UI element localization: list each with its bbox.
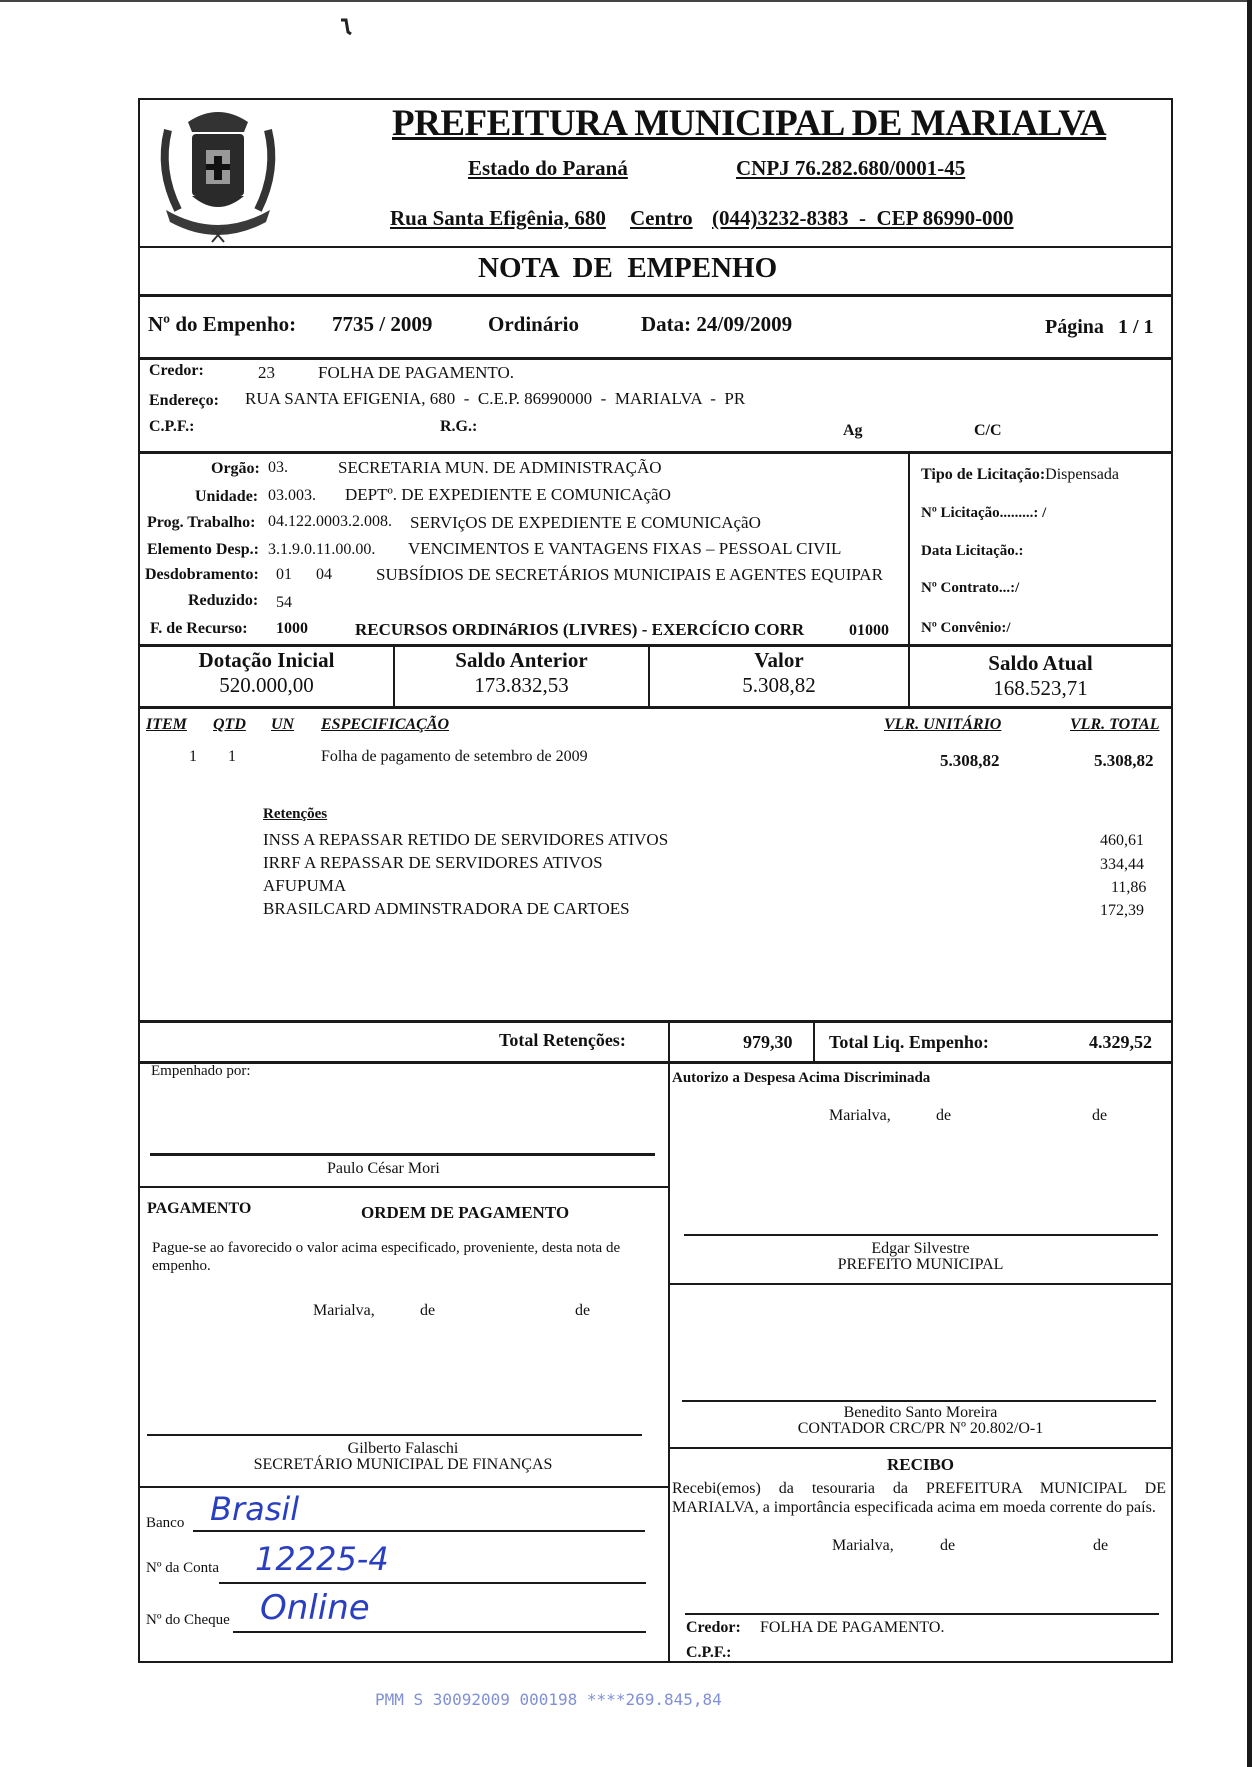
balance-saldo-atual (910, 651, 1171, 701)
secretario-title: SECRETÁRIO MUNICIPAL DE FINANÇAS (253, 1456, 553, 1473)
desdobramento-label: Desdobramento: (145, 566, 259, 583)
contrato-number: Nº Contrato...:/ (921, 580, 1020, 596)
org-title: PREFEITURA MUNICIPAL DE MARIALVA (392, 103, 1107, 144)
unidade-code: 03.003. (268, 487, 316, 504)
recibo-credor-label: Credor: (686, 1619, 741, 1636)
cpf-label: C.P.F.: (149, 418, 195, 435)
row-qtd: 1 (228, 748, 236, 765)
fonte-recurso-label: F. de Recurso: (150, 620, 248, 637)
cheque-field[interactable]: Online (260, 1588, 370, 1628)
divider (138, 1020, 1173, 1023)
retencao-desc: IRRF A REPASSAR DE SERVIDORES ATIVOS (263, 853, 603, 872)
licitacao-number: Nº Licitação.........: / (921, 505, 1047, 521)
prog-trabalho-label: Prog. Trabalho: (147, 514, 256, 531)
state-name: Estado do Paraná (468, 156, 628, 180)
banco-label: Banco (146, 1515, 185, 1531)
balance-value: 5.308,82 (742, 673, 816, 697)
retencao-value: 334,44 (1100, 856, 1144, 873)
row-total-value: 5.308,82 (1094, 751, 1154, 770)
ordem-pagamento-title: ORDEM DE PAGAMENTO (361, 1203, 570, 1222)
row-specification: Folha de pagamento de setembro de 2009 (321, 748, 588, 765)
unidade-label: Unidade: (195, 488, 259, 505)
divider (138, 1486, 668, 1488)
col-vlr-unitario: VLR. UNITÁRIO (884, 716, 1002, 733)
credor-address: RUA SANTA EFIGENIA, 680 - C.E.P. 86990000 - MARIALVA - PR (245, 389, 746, 408)
banco-field-line (193, 1530, 645, 1532)
licitacao-type (921, 466, 1119, 484)
orgao-label: Orgão: (211, 460, 260, 477)
pagamento-city: Marialva, (313, 1302, 375, 1319)
orgao-code: 03. (268, 459, 288, 476)
recibo-cpf-label: C.P.F.: (686, 1644, 732, 1661)
balance-value: 173.832,53 (474, 673, 569, 697)
balance-saldo-anterior (395, 648, 648, 698)
desdobramento-desc: SUBSÍDIOS DE SECRETÁRIOS MUNICIPAIS E AGENTES EQUIPAR (376, 565, 883, 584)
prefeito-name: Edgar Silvestre (871, 1240, 970, 1257)
recibo-credor: FOLHA DE PAGAMENTO. (760, 1619, 945, 1636)
retencao-value: 460,61 (1100, 832, 1144, 849)
licitacao-type-label: Tipo de Licitação: (921, 466, 1046, 483)
prog-trabalho-code: 04.122.0003.2.008. (268, 513, 392, 530)
authorization-city: Marialva, (829, 1107, 891, 1124)
pagamento-de: de (420, 1302, 436, 1319)
licitacao-type-value: Dispensada (1045, 466, 1119, 483)
cheque-label: Nº do Cheque (146, 1612, 230, 1628)
divider (668, 1283, 1173, 1285)
authorization-de: de (1092, 1107, 1108, 1124)
pagamento-de: de (575, 1302, 591, 1319)
doc-title: NOTA DE EMPENHO (478, 252, 778, 284)
elemento-desp-code: 3.1.9.0.11.00.00. (268, 541, 376, 558)
balance-value: 168.523,71 (993, 676, 1088, 700)
empenho-number: 7735 / 2009 (332, 312, 433, 336)
balance-dotacao-inicial (140, 648, 393, 698)
balance-label: Valor (754, 648, 804, 672)
recibo-city: Marialva, (832, 1537, 894, 1554)
balance-value: 520.000,00 (219, 673, 314, 697)
banco-field[interactable]: Brasil (210, 1490, 300, 1528)
fonte-recurso-code: 1000 (276, 620, 308, 637)
fonte-recurso-desc: RECURSOS ORDINáRIOS (LIVRES) - EXERCÍCIO CORR (355, 620, 805, 639)
total-liquido-label: Total Liq. Empenho: (829, 1032, 989, 1052)
recibo-title: RECIBO (886, 1455, 955, 1474)
convenio-number: Nº Convênio:/ (921, 620, 1011, 636)
pagamento-text: Pague-se ao favorecido o valor acima especificado, proveniente, desta nota de empenho. (152, 1240, 621, 1274)
secretario-signature (138, 1441, 668, 1473)
conta-field[interactable]: 12225-4 (255, 1540, 389, 1578)
municipal-crest-icon (148, 100, 288, 245)
elemento-desp-desc: VENCIMENTOS E VANTAGENS FIXAS – PESSOAL CIVIL (408, 539, 842, 558)
divider (668, 1061, 670, 1663)
balance-label: Saldo Anterior (455, 648, 588, 672)
desdobramento-code: 01 04 (276, 566, 332, 583)
divider (138, 1186, 668, 1188)
cnpj: CNPJ 76.282.680/0001-45 (736, 156, 966, 180)
col-un: UN (271, 716, 295, 733)
prefeito-signature (668, 1241, 1173, 1273)
orgao-desc: SECRETARIA MUN. DE ADMINISTRAÇÃO (338, 458, 662, 477)
elemento-desp-label: Elemento Desp.: (147, 541, 259, 558)
col-qtd: QTD (213, 716, 246, 733)
page-label: Página (1045, 316, 1104, 338)
agency-label: Ag (843, 422, 863, 439)
divider (138, 357, 1173, 360)
empenho-date: Data: 24/09/2009 (641, 312, 793, 336)
balance-valor (650, 648, 908, 698)
authorization-de: de (936, 1107, 952, 1124)
org-district: Centro (630, 206, 693, 230)
divider (138, 246, 1173, 248)
scan-edge-right (1247, 0, 1252, 1767)
col-item: ITEM (146, 716, 187, 733)
empenho-number-label: Nº do Empenho: (148, 312, 297, 336)
retencoes-title: Retenções (263, 806, 328, 822)
total-liquido-value: 4.329,52 (1089, 1032, 1152, 1052)
retencao-desc: AFUPUMA (263, 876, 347, 895)
recibo-de: de (1093, 1537, 1109, 1554)
reduzido-label: Reduzido: (188, 592, 259, 609)
org-address: Rua Santa Efigênia, 680 (390, 206, 606, 230)
scan-mark (340, 18, 352, 36)
signature-line (684, 1234, 1158, 1236)
col-vlr-total: VLR. TOTAL (1070, 716, 1160, 733)
row-item: 1 (189, 748, 197, 765)
rg-label: R.G.: (440, 418, 478, 435)
conta-label: Nº da Conta (146, 1560, 219, 1576)
payment-stamp: PMM S 30092009 000198 ****269.845,84 (375, 1690, 722, 1709)
contador-name: Benedito Santo Moreira (843, 1404, 998, 1421)
cheque-field-line (233, 1631, 646, 1633)
divider (138, 706, 1173, 709)
signature-line (682, 1400, 1156, 1402)
recibo-text: Recebi(emos) da tesouraria da PREFEITURA MUNICIPAL DE MARIALVA, a importância especificada acima em moeda corrente do país. (672, 1480, 1166, 1516)
contador-signature (668, 1405, 1173, 1437)
account-label: C/C (974, 422, 1002, 439)
retencao-desc: INSS A REPASSAR RETIDO DE SERVIDORES ATIVOS (263, 830, 669, 849)
conta-field-line (219, 1582, 646, 1584)
retencao-desc: BRASILCARD ADMINSTRADORA DE CARTOES (263, 899, 630, 918)
contador-title: CONTADOR CRC/PR Nº 20.802/O-1 (797, 1420, 1044, 1437)
page-number: 1 / 1 (1118, 316, 1154, 338)
divider (138, 294, 1173, 297)
signature-line (150, 1153, 655, 1156)
divider (668, 1020, 670, 1062)
scan-edge-top (0, 0, 1252, 2)
divider (138, 1061, 1173, 1064)
total-retencoes-value: 979,30 (743, 1032, 793, 1052)
fonte-recurso-extra: 01000 (849, 622, 889, 639)
org-phone-cep: (044)3232-8383 - CEP 86990-000 (712, 206, 1014, 230)
autorizo-title: Autorizo a Despesa Acima Discriminada (672, 1070, 931, 1086)
total-retencoes-label: Total Retenções: (499, 1030, 626, 1050)
credor-label: Credor: (149, 362, 204, 379)
retencao-value: 11,86 (1111, 879, 1147, 896)
empenho-type: Ordinário (488, 312, 580, 336)
credor-code: 23 (258, 363, 275, 382)
empenhado-por-label: Empenhado por: (151, 1063, 251, 1079)
licitacao-date: Data Licitação.: (921, 543, 1024, 559)
retencao-value: 172,39 (1100, 902, 1144, 919)
prefeito-title: PREFEITO MUNICIPAL (837, 1256, 1004, 1273)
address-label: Endereço: (149, 392, 219, 409)
empenhado-por-name: Paulo César Mori (327, 1160, 440, 1177)
signature-line (147, 1434, 642, 1436)
signature-line (685, 1613, 1159, 1615)
divider (138, 644, 1173, 647)
credor-name: FOLHA DE PAGAMENTO. (318, 363, 514, 382)
unidade-desc: DEPTº. DE EXPEDIENTE E COMUNICAçãO (345, 485, 671, 504)
reduzido-code: 54 (276, 594, 292, 611)
balance-label: Saldo Atual (988, 651, 1093, 675)
prog-trabalho-desc: SERVIçOS DE EXPEDIENTE E COMUNICAçãO (410, 513, 761, 532)
divider (668, 1447, 1173, 1449)
col-especificacao: ESPECIFICAÇÃO (321, 716, 450, 733)
divider (908, 451, 910, 645)
row-unit-value: 5.308,82 (940, 751, 1000, 770)
pagamento-label: PAGAMENTO (147, 1200, 252, 1217)
recibo-de: de (940, 1537, 956, 1554)
divider (813, 1020, 815, 1062)
divider (138, 451, 1173, 454)
secretario-name: Gilberto Falaschi (347, 1440, 459, 1457)
balance-label: Dotação Inicial (198, 648, 335, 672)
